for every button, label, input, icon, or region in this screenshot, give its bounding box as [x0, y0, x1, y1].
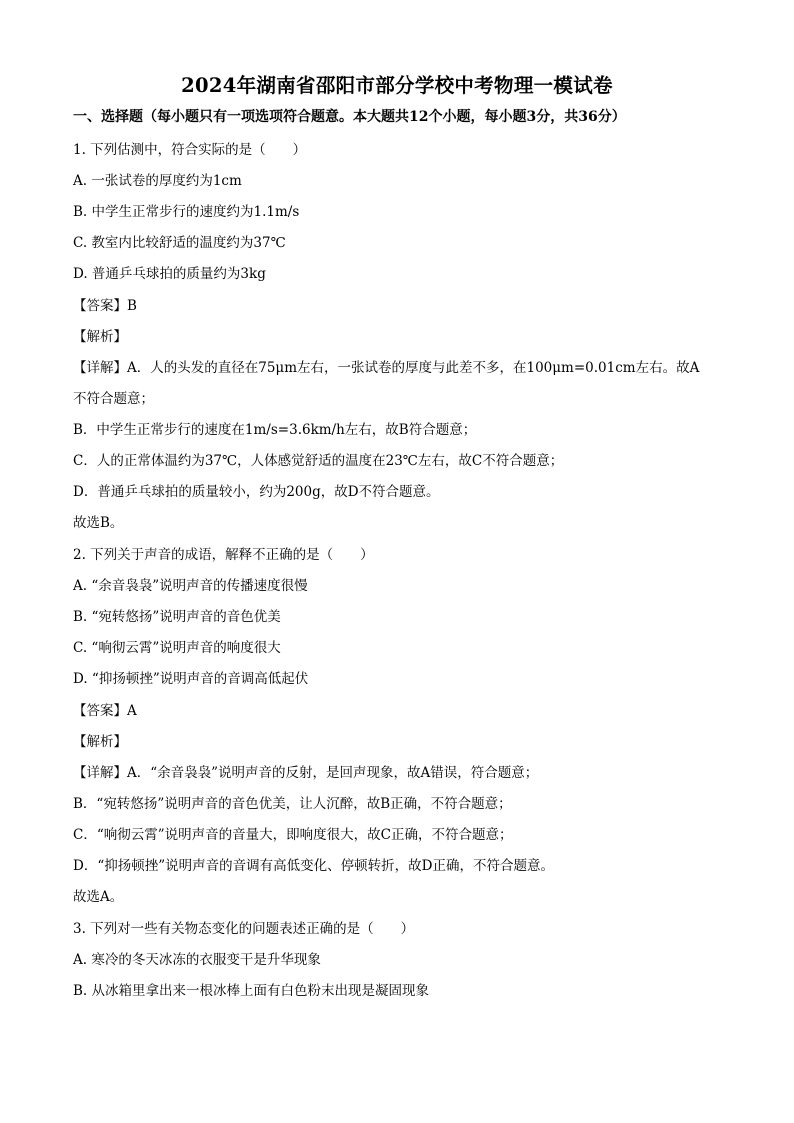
question-2-option-b: B. “宛转悠扬”说明声音的音色优美 [73, 609, 281, 625]
question-1-option-a: A. 一张试卷的厚度约为1cm [73, 173, 242, 189]
question-2-option-c: C. “响彻云霄”说明声音的响度很大 [73, 640, 281, 656]
question-2-detail-line: C．“响彻云霄”说明声音的音量大，即响度很大，故C正确，不符合题意； [73, 827, 513, 843]
question-3-stem: 3. 下列对一些有关物态变化的问题表述正确的是（ ） [73, 921, 415, 937]
question-2-answer: 【答案】A [73, 703, 137, 719]
question-1-detail-line: B．中学生正常步行的速度在1m/s=3.6km/h左右，故B符合题意； [73, 422, 477, 438]
question-2-detail-line: 【详解】A．“余音袅袅”说明声音的反射，是回声现象，故A错误，符合题意； [73, 765, 539, 781]
question-2-conclusion: 故选A。 [73, 889, 124, 905]
section-heading: 一、选择题（每小题只有一项选项符合题意。本大题共12个小题，每小题3分，共36分） [73, 109, 626, 125]
question-1-detail-line: D．普通乒乓球拍的质量较小，约为200g，故D不符合题意。 [73, 484, 440, 500]
question-2-option-a: A. “余音袅袅”说明声音的传播速度很慢 [73, 578, 308, 594]
question-2-option-d: D. “抑扬顿挫”说明声音的音调高低起伏 [73, 671, 309, 687]
question-2-stem: 2. 下列关于声音的成语，解释不正确的是（ ） [73, 547, 374, 563]
question-3-option-b: B. 从冰箱里拿出来一根冰棒上面有白色粉末出现是凝固现象 [73, 983, 430, 999]
question-1-option-d: D. 普通乒乓球拍的质量约为3kg [73, 266, 266, 282]
question-1-conclusion: 故选B。 [73, 515, 124, 531]
question-1-option-b: B. 中学生正常步行的速度约为1.1m/s [73, 204, 300, 220]
exam-title: 2024年湖南省邵阳市部分学校中考物理一模试卷 [181, 74, 613, 97]
question-2-detail-line: B．“宛转悠扬”说明声音的音色优美，让人沉醉，故B正确，不符合题意； [73, 796, 512, 812]
question-1-detail-line: 【详解】A．人的头发的直径在75μm左右，一张试卷的厚度与此差不多，在100μm=0.01cm左右。故A [73, 360, 700, 376]
question-2-detail-line: D．“抑扬顿挫”说明声音的音调有高低变化、停顿转折，故D正确，不符合题意。 [73, 858, 554, 874]
question-1-stem: 1. 下列估测中，符合实际的是（ ） [73, 142, 307, 158]
question-1-detail-line: C．人的正常体温约为37℃，人体感觉舒适的温度在23℃左右，故C不符合题意； [73, 453, 564, 469]
question-2-analysis-label: 【解析】 [73, 734, 127, 750]
question-1-option-c: C. 教室内比较舒适的温度约为37℃ [73, 235, 286, 251]
question-1-analysis-label: 【解析】 [73, 329, 127, 345]
question-1-detail-line: 不符合题意； [73, 391, 154, 407]
question-1-answer: 【答案】B [73, 298, 137, 314]
question-3-option-a: A. 寒冷的冬天冰冻的衣服变干是升华现象 [73, 952, 321, 968]
